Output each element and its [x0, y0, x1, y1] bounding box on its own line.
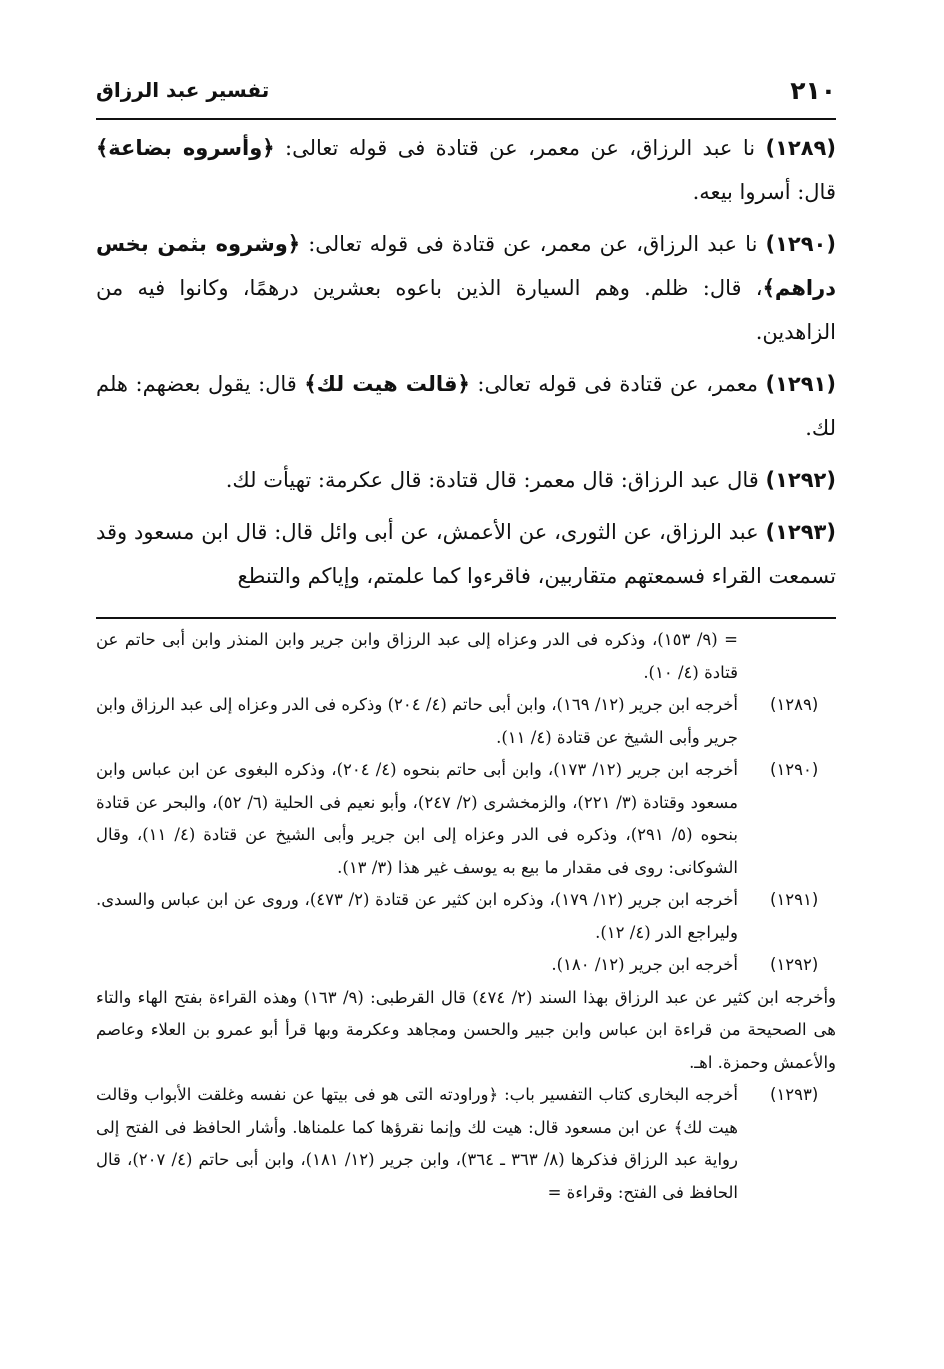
footnote-label: (١٢٩٣): [770, 1085, 819, 1104]
paragraph-1289: [96, 126, 836, 214]
running-title: تفسير عبد الرزاق: [96, 78, 270, 102]
footnote-label: (١٢٨٩): [770, 695, 819, 714]
quran-quote: ﴿وشروه بثمن بخس دراهم﴾: [96, 232, 836, 300]
paragraph-1293: [96, 510, 836, 598]
footnote-1290: [96, 754, 836, 884]
paragraph-text: معمر، عن قتادة فى قوله تعالى:: [469, 372, 766, 396]
footnote-text: = (٩/ ١٥٣)، وذكره فى الدر وعزاه إلى عبد الرزاق وابن جرير وابن المنذر وابن أبى حاتم عن قتادة (٤/ ١٠).: [96, 630, 739, 682]
hadith-number: (١٢٨٩): [765, 136, 836, 160]
paragraph-text: قال عبد الرزاق: قال معمر: قال قتادة: قال عكرمة: تهيأت لك.: [225, 468, 766, 492]
paragraph-text: نا عبد الرزاق، عن معمر، عن قتادة فى قوله تعالى:: [274, 136, 766, 160]
paragraph-1291: [96, 362, 836, 450]
footnote-text: أخرجه ابن جرير (١٢/ ١٦٩)، وابن أبى حاتم (٤/ ٢٠٤) وذكره فى الدر وعزاه إلى عبد الرزاق وابن جرير وأبى الشيخ عن قتادة (٤/ ١١).: [96, 695, 738, 747]
footnote-1293: [96, 1079, 836, 1209]
paragraph-1292: [96, 458, 836, 502]
footnotes: [96, 624, 836, 1209]
footnote-1291: [96, 884, 836, 949]
footnote-label: (١٢٩١): [770, 890, 819, 909]
hadith-number: (١٢٩٣): [765, 520, 836, 544]
footnote-text: أخرجه ابن جرير (١٢/ ١٧٩)، وذكره ابن كثير عن قتادة (٢/ ٤٧٣)، وروى عن ابن عباس والسدى. وليراجع الدر (٤/ ١٢).: [96, 890, 738, 942]
paragraph-text: قال: يقول بعضهم: هلم لك.: [96, 372, 836, 440]
paragraph-text: قال: أسروا بيعه.: [692, 180, 836, 204]
quran-quote: ﴿وأسروه بضاعة﴾: [96, 136, 275, 160]
hadith-number: (١٢٩١): [765, 372, 836, 396]
footnote-text: أخرجه ابن جرير (١٢/ ١٧٣)، وابن أبى حاتم بنحوه (٤/ ٢٠٤)، وذكره البغوى عن ابن عباس وابن مسعود وقتادة (٣/ ٢٢١)، والزمخشرى (٢/ ٢٤٧)، وأبو نعيم فى الحلية (٦/ ٥٢)، والبحر عن قتادة بنحوه (٥/ ٢٩١)، وذكره فى الدر وعزاه إلى ابن جرير وأبى الشيخ عن قتادة (٤/ ١١)، وقال الشوكانى: روى فى مقدار ما بيع به يوسف غير هذا (٣/ ١٣).: [96, 760, 738, 877]
footnote-label: (١٢٩٢): [770, 955, 819, 974]
footnote-1292-extra: [96, 982, 836, 1080]
footnote-rule: [96, 617, 836, 619]
hadith-number: (١٢٩٠): [765, 232, 836, 256]
main-text: [96, 126, 836, 606]
footnote-text: أخرجه ابن جرير (١٢/ ١٨٠).: [551, 955, 738, 974]
footnote-text: أخرجه البخارى كتاب التفسير باب: ﴿وراودته التى هو فى بيتها عن نفسه وغلقت الأبواب وقالت هيت لك﴾ عن ابن مسعود قال: هيت لك وإنما نقرؤها كما علمناها. وأشار الحافظ فى الفتح إلى رواية عبد الرزاق فذكرها (٨/ ٣٦٣ ـ ٣٦٤)، وابن جرير (١٢/ ١٨١)، وابن أبى حاتم (٤/ ٢٠٧)، قال الحافظ فى الفتح: وقراءة =: [96, 1085, 738, 1202]
paragraph-text: نا عبد الرزاق، عن معمر، عن قتادة فى قوله تعالى:: [300, 232, 766, 256]
hadith-number: (١٢٩٢): [765, 468, 836, 492]
footnote-1292: [96, 949, 836, 982]
footnote-text: وأخرجه ابن كثير عن عبد الرزاق بهذا السند (٢/ ٤٧٤) قال القرطبى: (٩/ ١٦٣) وهذه القراءة بفتح الهاء والتاء هى الصحيحة من قراءة ابن عباس وابن جبير والحسن ومجاهد وعكرمة وبها قرأ أبو عمرو بن العلاء وعاصم والأعمش وحمزة. اهـ.: [96, 987, 836, 1072]
header-rule: [96, 118, 836, 120]
paragraph-text: ، قال: ظلم. وهم السيارة الذين باعوه بعشرين درهمًا، وكانوا فيه من الزاهدين.: [96, 276, 836, 344]
footnote-continuation: [96, 624, 836, 689]
footnote-1289: [96, 689, 836, 754]
page-header: [96, 72, 836, 116]
quran-quote: ﴿قالت هيت لك﴾: [304, 372, 470, 396]
paragraph-1290: [96, 222, 836, 354]
footnote-label: (١٢٩٠): [770, 760, 819, 779]
paragraph-text: عبد الرزاق، عن الثورى، عن الأعمش، عن أبى وائل قال: قال ابن مسعود وقد تسمعت القراء فسمعتهم متقاربين، فاقرءوا كما علمتم، وإياكم والتنطع: [96, 520, 836, 588]
page-number: ٢١٠: [790, 76, 836, 105]
